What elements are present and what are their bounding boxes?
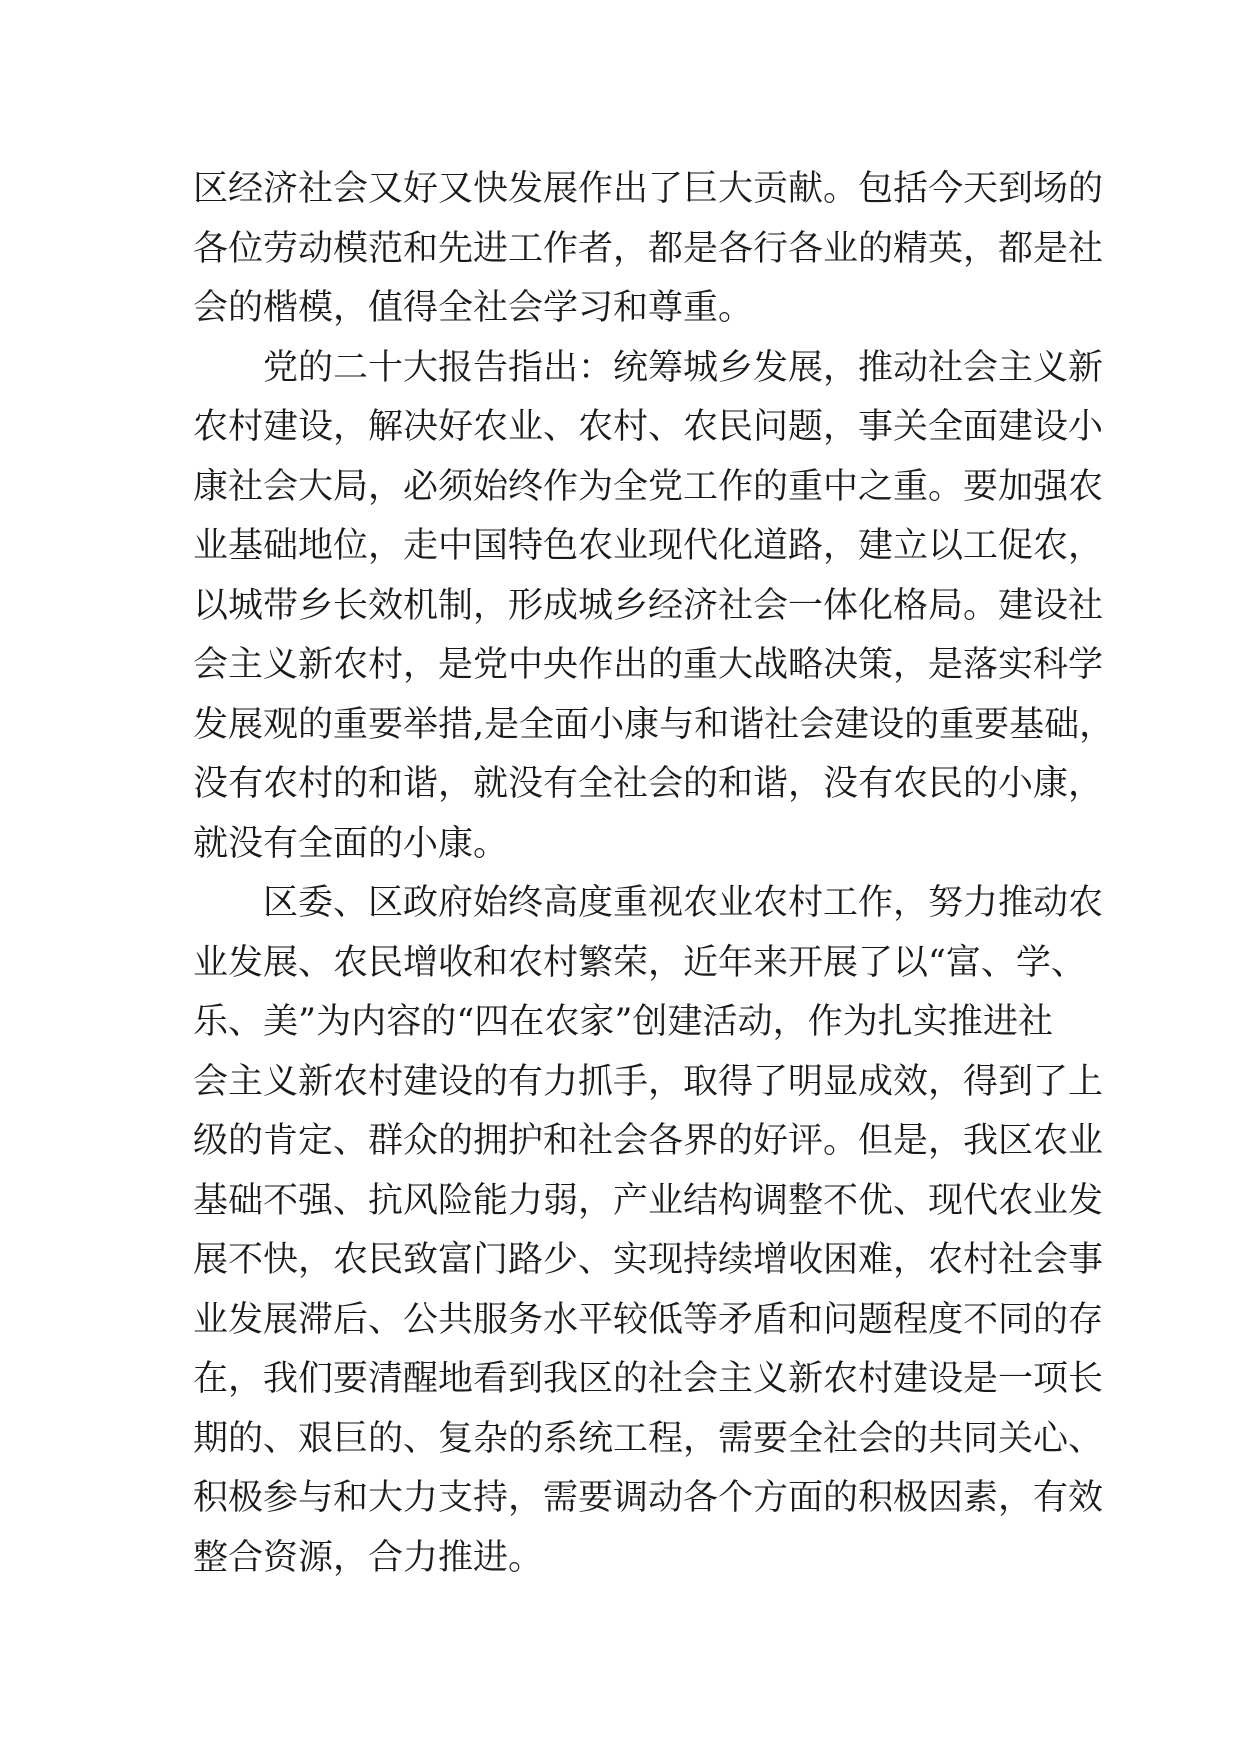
text-line: 积极参与和大力支持，需要调动各个方面的积极因素，有效 <box>193 1478 1104 1518</box>
text-line: 会的楷模，值得全社会学习和尊重。 <box>193 288 754 328</box>
text-line: 各位劳动模范和先进工作者，都是各行各业的精英，都是社 <box>193 228 1104 269</box>
text-line: 区经济社会又好又快发展作出了巨大贡献。包括今天到场的 <box>193 169 1104 209</box>
text-line: 区委、区政府始终高度重视农业农村工作，努力推动农 <box>263 883 1104 923</box>
text-line: 业基础地位，走中国特色农业现代化道路，建立以工促农， <box>193 526 1104 566</box>
text-line: 业发展滞后、公共服务水平较低等矛盾和问题程度不同的存 <box>193 1299 1104 1340</box>
text-line: 整合资源，合力推进。 <box>193 1537 544 1578</box>
text-line: 乐、美”为内容的“四在农家”创建活动，作为扎实推进社 <box>193 1002 1053 1042</box>
text-line: 期的、艰巨的、复杂的系统工程，需要全社会的共同关心、 <box>193 1418 1104 1459</box>
paragraph-2 <box>193 339 1115 875</box>
text-line: 党的二十大报告指出：统筹城乡发展，推动社会主义新 <box>263 347 1104 388</box>
document-body <box>193 160 1115 1588</box>
text-line: 农村建设，解决好农业、农村、农民问题，事关全面建设小 <box>193 407 1104 447</box>
text-line: 没有农村的和谐，就没有全社会的和谐，没有农民的小康， <box>193 764 1104 804</box>
text-line: 展不快，农民致富门路少、实现持续增收困难，农村社会事 <box>193 1240 1104 1280</box>
text-line: 基础不强、抗风险能力弱，产业结构调整不优、现代农业发 <box>193 1180 1104 1221</box>
text-line: 在，我们要清醒地看到我区的社会主义新农村建设是一项长 <box>193 1359 1104 1399</box>
paragraph-3 <box>193 874 1104 1588</box>
text-line: 业发展、农民增收和农村繁荣，近年来开展了以“富、学、 <box>193 942 1086 983</box>
text-line: 就没有全面的小康。 <box>193 823 509 864</box>
paragraph-1 <box>193 160 1104 339</box>
text-line: 会主义新农村，是党中央作出的重大战略决策，是落实科学 <box>193 645 1104 685</box>
text-line: 级的肯定、群众的拥护和社会各界的好评。但是，我区农业 <box>193 1121 1104 1161</box>
text-line: 发展观的重要举措,是全面小康与和谐社会建设的重要基础， <box>193 704 1115 745</box>
text-line: 会主义新农村建设的有力抓手，取得了明显成效，得到了上 <box>193 1061 1104 1102</box>
text-line: 康社会大局，必须始终作为全党工作的重中之重。要加强农 <box>193 466 1104 507</box>
text-line: 以城带乡长效机制，形成城乡经济社会一体化格局。建设社 <box>193 585 1104 626</box>
